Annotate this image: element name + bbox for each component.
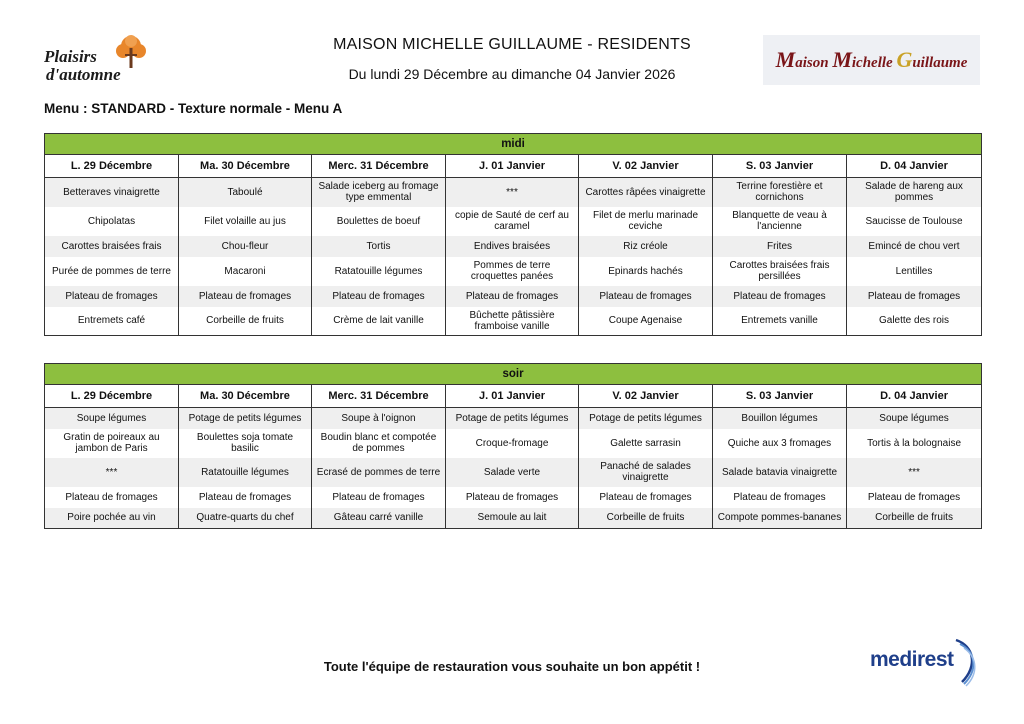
day-header: J. 01 Janvier [446, 385, 579, 408]
menu-cell: Entremets vanille [713, 307, 847, 336]
soir-menu-row [45, 429, 982, 458]
date-range: Du lundi 29 Décembre au dimanche 04 Janvier 2026 [348, 66, 676, 82]
day-header: D. 04 Janvier [847, 385, 982, 408]
soir-band: soir [45, 364, 982, 385]
menu-cell: Corbeille de fruits [579, 508, 713, 529]
menu-cell: *** [45, 458, 179, 487]
day-header: S. 03 Janvier [713, 385, 847, 408]
day-header: Ma. 30 Décembre [179, 155, 312, 178]
menu-cell: Croque-fromage [446, 429, 579, 458]
menu-cell: Lentilles [847, 257, 982, 286]
menu-cell: Carottes braisées frais [45, 236, 179, 257]
soir-menu-row [45, 458, 982, 487]
day-header: V. 02 Janvier [579, 155, 713, 178]
menu-cell: Macaroni [179, 257, 312, 286]
menu-cell: Boudin blanc et compotée de pommes [312, 429, 446, 458]
menu-cell: Tortis [312, 236, 446, 257]
menu-cell: Riz créole [579, 236, 713, 257]
page-title: MAISON MICHELLE GUILLAUME - RESIDENTS [333, 36, 691, 53]
midi-menu-row [45, 307, 982, 336]
menu-cell: Plateau de fromages [45, 286, 179, 307]
menu-cell: Plateau de fromages [45, 487, 179, 508]
maison-michelle-guillaume-logo [763, 35, 980, 85]
menu-cell: Terrine forestière et cornichons [713, 178, 847, 207]
menu-cell: Filet de merlu marinade ceviche [579, 207, 713, 236]
menu-cell: Ratatouille légumes [312, 257, 446, 286]
midi-menu-row [45, 207, 982, 236]
menu-cell: Plateau de fromages [847, 286, 982, 307]
day-header: Merc. 31 Décembre [312, 385, 446, 408]
menu-cell: Carottes râpées vinaigrette [579, 178, 713, 207]
menu-cell: Compote pommes-bananes [713, 508, 847, 529]
midi-menu-row [45, 286, 982, 307]
menu-cell: Plateau de fromages [847, 487, 982, 508]
menu-cell: Saucisse de Toulouse [847, 207, 982, 236]
menu-cell: Plateau de fromages [179, 286, 312, 307]
day-header: Ma. 30 Décembre [179, 385, 312, 408]
menu-cell: Gratin de poireaux au jambon de Paris [45, 429, 179, 458]
midi-band: midi [45, 134, 982, 155]
menu-cell: Blanquette de veau à l'ancienne [713, 207, 847, 236]
menu-cell: Pommes de terre croquettes panées [446, 257, 579, 286]
menu-cell: Plateau de fromages [312, 286, 446, 307]
menu-cell: Salade iceberg au fromage type emmental [312, 178, 446, 207]
menu-cell: Purée de pommes de terre [45, 257, 179, 286]
menu-cell: Chou-fleur [179, 236, 312, 257]
menu-cell: Panaché de salades vinaigrette [579, 458, 713, 487]
menu-title: Menu : STANDARD - Texture normale - Menu A [44, 101, 343, 116]
menu-cell: Bouillon légumes [713, 408, 847, 429]
menu-cell: Boulettes de boeuf [312, 207, 446, 236]
menu-cell: Emincé de chou vert [847, 236, 982, 257]
menu-cell: Plateau de fromages [579, 286, 713, 307]
menu-cell: Betteraves vinaigrette [45, 178, 179, 207]
logo-left-line1: Plaisirs [44, 47, 97, 66]
menu-cell: Semoule au lait [446, 508, 579, 529]
menu-cell: *** [847, 458, 982, 487]
menu-cell: Frites [713, 236, 847, 257]
menu-cell: Potage de petits légumes [179, 408, 312, 429]
menu-cell: Potage de petits légumes [579, 408, 713, 429]
menu-cell: Plateau de fromages [446, 487, 579, 508]
menu-cell: Entremets café [45, 307, 179, 336]
menu-cell: Coupe Agenaise [579, 307, 713, 336]
menu-cell: Taboulé [179, 178, 312, 207]
menu-cell: Filet volaille au jus [179, 207, 312, 236]
menu-cell: Plateau de fromages [179, 487, 312, 508]
menu-cell: Potage de petits légumes [446, 408, 579, 429]
menu-cell: Chipolatas [45, 207, 179, 236]
menu-cell: Corbeille de fruits [179, 307, 312, 336]
menu-cell: Quatre-quarts du chef [179, 508, 312, 529]
menu-cell: *** [446, 178, 579, 207]
footer-message: Toute l'équipe de restauration vous souhaite un bon appétit ! [323, 659, 701, 674]
menu-cell: Soupe légumes [45, 408, 179, 429]
menu-cell: Salade verte [446, 458, 579, 487]
menu-cell: Plateau de fromages [713, 286, 847, 307]
day-header: S. 03 Janvier [713, 155, 847, 178]
menu-cell: Epinards hachés [579, 257, 713, 286]
menu-cell: Ecrasé de pommes de terre [312, 458, 446, 487]
menu-cell: Plateau de fromages [446, 286, 579, 307]
day-header: D. 04 Janvier [847, 155, 982, 178]
brand-right-text: Maison Michelle Guillaume [775, 47, 968, 72]
menu-cell: Salade batavia vinaigrette [713, 458, 847, 487]
menu-cell: Boulettes soja tomate basilic [179, 429, 312, 458]
medirest-logo [866, 636, 984, 692]
midi-menu-table [44, 133, 982, 336]
menu-cell: Salade de hareng aux pommes [847, 178, 982, 207]
menu-cell: Corbeille de fruits [847, 508, 982, 529]
day-header: L. 29 Décembre [45, 385, 179, 408]
menu-cell: Carottes braisées frais persillées [713, 257, 847, 286]
menu-cell: Ratatouille légumes [179, 458, 312, 487]
soir-menu-row [45, 408, 982, 429]
menu-cell: Bûchette pâtissière framboise vanille [446, 307, 579, 336]
midi-menu-row [45, 257, 982, 286]
menu-cell: Endives braisées [446, 236, 579, 257]
logo-left-line2: d'automne [46, 65, 121, 84]
menu-cell: Soupe à l'oignon [312, 408, 446, 429]
menu-cell: Plateau de fromages [713, 487, 847, 508]
soir-menu-row [45, 508, 982, 529]
menu-cell: Poire pochée au vin [45, 508, 179, 529]
menu-cell: Galette sarrasin [579, 429, 713, 458]
menu-cell: Galette des rois [847, 307, 982, 336]
medirest-wordmark: medirest [870, 648, 954, 671]
menu-cell: copie de Sauté de cerf au caramel [446, 207, 579, 236]
menu-cell: Plateau de fromages [579, 487, 713, 508]
menu-cell: Quiche aux 3 fromages [713, 429, 847, 458]
day-header: L. 29 Décembre [45, 155, 179, 178]
menu-cell: Tortis à la bolognaise [847, 429, 982, 458]
menu-cell: Gâteau carré vanille [312, 508, 446, 529]
menu-cell: Soupe légumes [847, 408, 982, 429]
menu-cell: Plateau de fromages [312, 487, 446, 508]
day-header: V. 02 Janvier [579, 385, 713, 408]
midi-menu-row [45, 236, 982, 257]
soir-menu-table [44, 363, 982, 529]
midi-menu-row [45, 178, 982, 207]
soir-menu-row [45, 487, 982, 508]
menu-cell: Crème de lait vanille [312, 307, 446, 336]
day-header: Merc. 31 Décembre [312, 155, 446, 178]
medirest-swoosh-icon [926, 636, 984, 692]
day-header: J. 01 Janvier [446, 155, 579, 178]
